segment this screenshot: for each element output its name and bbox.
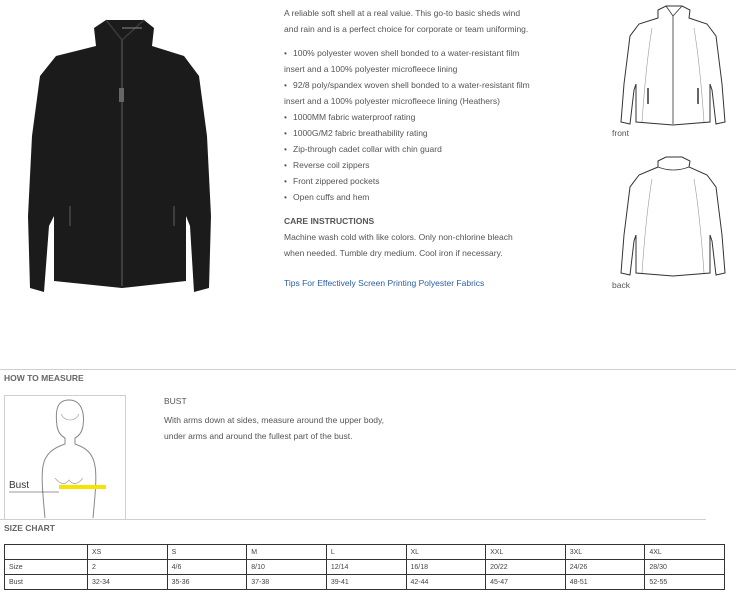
table-cell: Bust [5,575,88,590]
feature-item: • Zip-through cadet collar with chin guard [284,144,442,154]
table-row [5,560,725,575]
table-cell: XS [88,545,168,560]
feature-item: • 92/8 poly/spandex woven shell bonded to a water-resistant film insert and a 100% polyester microfleece lining (Heathers) [284,80,530,106]
table-cell: 39-41 [326,575,406,590]
feature-item: • Open cuffs and hem [284,192,370,202]
bust-diagram [4,395,126,520]
feature-item: • 100% polyester woven shell bonded to a water-resistant film insert and a 100% polyester microfleece lining [284,48,520,74]
table-cell: 52-55 [645,575,725,590]
table-cell: 42-44 [406,575,486,590]
table-cell [5,545,88,560]
table-cell: 12/14 [326,560,406,575]
how-to-measure-heading: HOW TO MEASURE [4,373,84,383]
table-cell: 4XL [645,545,725,560]
care-text: Machine wash cold with like colors. Only non-chlorine bleach when needed. Tumble dry medium. Cool iron if necessary. [284,232,513,258]
size-chart-heading: SIZE CHART [4,523,55,533]
table-cell: 32-34 [88,575,168,590]
table-cell: 20/22 [486,560,566,575]
bust-diagram-label: Bust [9,480,30,491]
back-view-label: back [612,280,630,290]
table-header-row [5,545,725,560]
table-cell: M [247,545,327,560]
table-cell: 4/6 [167,560,247,575]
table-cell: 8/10 [247,560,327,575]
table-cell: 3XL [565,545,645,560]
table-cell: 45-47 [486,575,566,590]
table-cell: 37-38 [247,575,327,590]
feature-item: • 1000MM fabric waterproof rating [284,112,416,122]
table-cell: 35-36 [167,575,247,590]
table-cell: S [167,545,247,560]
feature-list [284,45,534,205]
table-row [5,575,725,590]
table-cell: 16/18 [406,560,486,575]
feature-item: • 1000G/M2 fabric breathability rating [284,128,428,138]
table-cell: XXL [486,545,566,560]
feature-item: • Reverse coil zippers [284,160,370,170]
feature-item: • Front zippered pockets [284,176,380,186]
product-description: A reliable soft shell at a real value. This go-to basic sheds wind and rain and is a perfect choice for corporate or team uniforming. [284,8,529,34]
screen-printing-tips-link[interactable]: Tips For Effectively Screen Printing Polyester Fabrics [284,278,485,288]
table-cell: 2 [88,560,168,575]
divider [0,369,736,370]
front-view-label: front [612,128,630,138]
jacket-photo [14,16,224,306]
jacket-front-drawing [612,4,734,128]
table-cell: 48-51 [565,575,645,590]
divider [0,519,706,520]
bust-instructions: With arms down at sides, measure around the upper body, under arms and around the fullest part of the bust. [164,415,385,441]
product-details [284,5,534,291]
table-cell: 28/30 [645,560,725,575]
table-cell: 24/26 [565,560,645,575]
jacket-back-drawing [612,155,734,279]
size-chart-table [4,544,725,590]
table-cell: Size [5,560,88,575]
table-cell: L [326,545,406,560]
table-cell: XL [406,545,486,560]
bust-title: BUST [164,396,187,406]
care-heading: CARE INSTRUCTIONS [284,216,375,226]
